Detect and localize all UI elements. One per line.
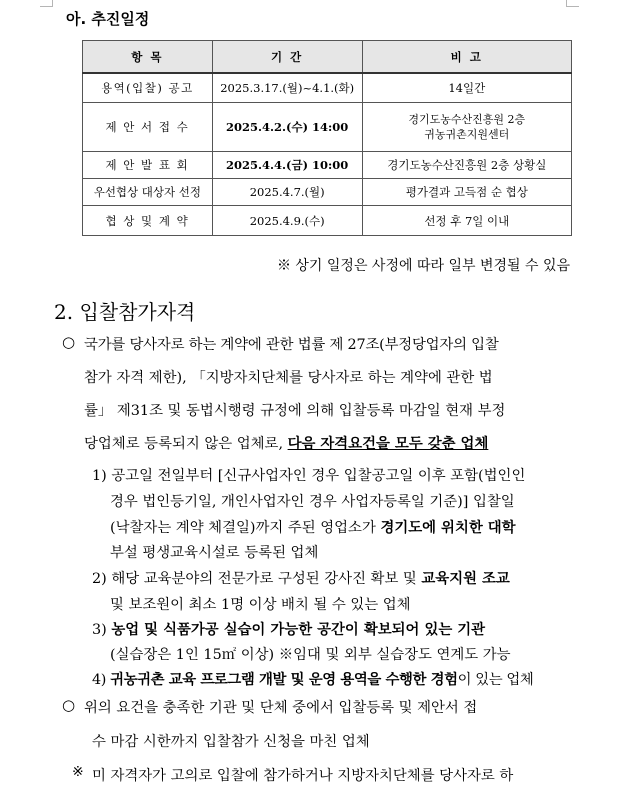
req1-line2: 경우 법인등기일, 개인사업자인 경우 사업자등록일 기준)] 입찰일	[110, 494, 515, 510]
req4-emphasis: 귀농귀촌 교육 프로그램 개발 및 운영 용역을 수행한 경험	[110, 671, 458, 688]
schedule-header-row	[83, 41, 572, 74]
note-mark: ※	[72, 764, 84, 780]
page-corner-mark-left	[40, 0, 53, 7]
schedule-footnote: ※ 상기 일정은 사정에 따라 일부 변경될 수 있음	[276, 258, 570, 274]
row-period: 2025.4.7.(월)	[212, 179, 362, 206]
row-item: 용역(입찰) 공고	[83, 73, 213, 103]
row-item: 제 안 발 표 회	[83, 152, 213, 179]
row-item: 우선협상 대상자 선정	[83, 179, 213, 206]
bullet1-line1: 국가를 당사자로 하는 계약에 관한 법률 제 27조(부정당업자의 입찰	[84, 337, 499, 353]
table-row	[83, 152, 572, 179]
req1-line3	[110, 516, 516, 537]
req2-emphasis: 교육지원 조교	[421, 570, 510, 587]
bullet-circle: ○	[62, 696, 76, 714]
row-period: 2025.4.4.(금) 10:00	[212, 152, 362, 179]
bullet-circle: ○	[62, 333, 76, 351]
row-note: 14일간	[362, 73, 571, 103]
req4-line1	[92, 668, 533, 689]
section2-title: 2. 입찰참가자격	[54, 300, 196, 324]
row-note-line2: 귀농귀촌지원센터	[424, 128, 510, 141]
bullet1-line3: 률」 제31조 및 동법시행령 규정에 의해 입찰등록 마감일 현재 부정	[84, 403, 506, 419]
row-period: 2025.4.9.(수)	[212, 206, 362, 236]
table-row	[83, 179, 572, 206]
table-row	[83, 73, 572, 103]
row-note: 평가결과 고득점 순 협상	[362, 179, 571, 206]
table-row	[83, 103, 572, 152]
req2-line1-text: 2) 해당 교육분야의 전문가로 구성된 강사진 확보 및	[92, 571, 422, 587]
bullet1-line2: 참가 자격 제한), 「지방자치단체를 당사자로 하는 계약에 관한 법	[84, 370, 493, 386]
row-note: 경기도농수산진흥원 2층 상황실	[362, 152, 571, 179]
req3-number: 3)	[92, 622, 112, 638]
schedule-table	[82, 40, 572, 236]
bullet1-emphasis: 다음 자격요건을 모두 갖춘 업체	[287, 435, 489, 452]
note-line1: 미 자격자가 고의로 입찰에 참가하거나 지방자치단체를 당사자로 하	[92, 768, 514, 784]
row-note: 선정 후 7일 이내	[362, 206, 571, 236]
req4-tail: 이 있는 업체	[457, 672, 534, 688]
row-note	[362, 103, 571, 152]
req4-number: 4)	[92, 672, 111, 688]
table-row	[83, 206, 572, 236]
bullet1-line4-text: 당업체로 등록되지 않은 업체로,	[84, 436, 288, 452]
header-note: 비 고	[362, 41, 571, 74]
bullet2-line1: 위의 요건을 충족한 기관 및 단체 중에서 입찰등록 및 제안서 접	[84, 700, 478, 716]
req2-line2: 및 보조원이 최소 1명 이상 배치 될 수 있는 업체	[110, 597, 411, 613]
req1-line3-text: (낙찰자는 계약 체결일)까지 주된 영업소가	[110, 520, 381, 536]
req3-line1	[92, 618, 485, 639]
bullet1-line4	[84, 432, 488, 453]
section-heading: 아. 추진일정	[66, 10, 150, 28]
header-item: 항 목	[83, 41, 213, 74]
page-corner-mark-right	[566, 0, 579, 7]
row-period: 2025.4.2.(수) 14:00	[212, 103, 362, 152]
req1-emphasis: 경기도에 위치한 대학	[380, 519, 516, 536]
bullet2-line2: 수 마감 시한까지 입찰참가 신청을 마친 업체	[92, 734, 370, 750]
req2-line1	[92, 567, 510, 588]
req3-line2: (실습장은 1인 15㎡ 이상) ※임대 및 외부 실습장도 연계도 가능	[110, 647, 511, 663]
header-period: 기 간	[212, 41, 362, 74]
req1-line1: 1) 공고일 전일부터 [신규사업자인 경우 입찰공고일 이후 포함(법인인	[92, 468, 526, 484]
req3-emphasis: 농업 및 식품가공 실습이 가능한 공간이 확보되어 있는 기관	[111, 621, 486, 638]
req1-line4: 부설 평생교육시설로 등록된 업체	[110, 545, 319, 561]
row-period: 2025.3.17.(월)~4.1.(화)	[212, 73, 362, 103]
row-item: 제 안 서 접 수	[83, 103, 213, 152]
row-item: 협 상 및 계 약	[83, 206, 213, 236]
row-note-line1: 경기도농수산진흥원 2층	[408, 113, 526, 126]
